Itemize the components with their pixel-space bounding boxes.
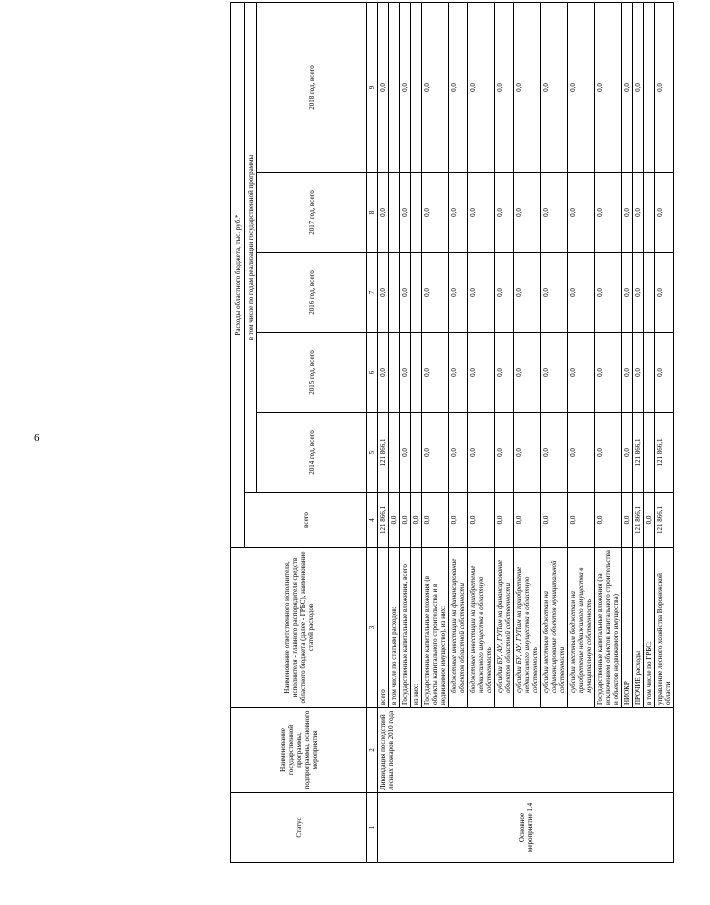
- value-cell-y2017: 0,0: [449, 173, 468, 253]
- value-cell-total: 0,0: [468, 493, 495, 548]
- row-label: Государственные капитальные вложения (в объекты капитального строительства и в недвижимое имущество), из них:: [422, 548, 449, 708]
- value-cell-y2014: 121 866,1: [655, 413, 674, 493]
- value-cell-y2018: 0,0: [633, 2, 644, 172]
- value-cell-y2017: 0,0: [541, 173, 568, 253]
- value-cell-y2018: 0,0: [595, 2, 622, 172]
- row-label: Государственные капитальные вложения (за исключением объектов капитального строительства и объектов недвижимого имущества): [595, 548, 622, 708]
- value-cell-y2015: 0,0: [449, 333, 468, 413]
- value-cell-y2015: 0,0: [595, 333, 622, 413]
- value-cell-y2017: 0,0: [514, 173, 541, 253]
- value-cell-y2015: [411, 333, 422, 413]
- value-cell-y2015: [644, 333, 655, 413]
- value-cell-y2017: 0,0: [655, 173, 674, 253]
- header-2017: 2017 год, всего: [257, 173, 367, 253]
- value-cell-y2016: 0,0: [622, 253, 633, 333]
- value-cell-y2016: 0,0: [449, 253, 468, 333]
- value-cell-total: 0,0: [541, 493, 568, 548]
- value-cell-y2017: 0,0: [468, 173, 495, 253]
- value-cell-y2015: 0,0: [655, 333, 674, 413]
- value-cell-total: 0,0: [644, 493, 655, 548]
- value-cell-y2017: 0,0: [378, 173, 389, 253]
- column-number: 5: [367, 413, 378, 493]
- row-label: субсидии БУ, АУ, ГУПам на приобретение недвижимого имущества в областную собственность: [514, 548, 541, 708]
- column-number: 9: [367, 2, 378, 172]
- header-expenses-group: Расходы областного бюджета, тыс. руб.*: [231, 2, 245, 547]
- row-label: НИОКР: [622, 548, 633, 708]
- value-cell-y2016: 0,0: [495, 253, 514, 333]
- value-cell-y2014: 0,0: [400, 413, 411, 493]
- header-2014: 2014 год, всего: [257, 413, 367, 493]
- value-cell-total: 121 866,1: [378, 493, 389, 548]
- value-cell-y2017: [411, 173, 422, 253]
- program-cell: Ликвидация последствий лесных пожаров 2010 года: [378, 708, 674, 793]
- row-label: в том числе по ГРБС:: [644, 548, 655, 708]
- row-label: бюджетные инвестиции на финансирование объектов областной собственности: [449, 548, 468, 708]
- row-label: всего: [378, 548, 389, 708]
- status-cell: Основное мероприятие 1.4: [378, 793, 674, 863]
- value-cell-y2018: [389, 2, 400, 172]
- column-number: 3: [367, 548, 378, 708]
- row-label: субсидии местным бюджетам на приобретение недвижимого имущества в муниципальную собственность: [568, 548, 595, 708]
- column-number: 7: [367, 253, 378, 333]
- header-status: Статус: [231, 793, 367, 863]
- value-cell-total: 0,0: [389, 493, 400, 548]
- column-number: 6: [367, 333, 378, 413]
- value-cell-y2016: 0,0: [422, 253, 449, 333]
- value-cell-y2014: [411, 413, 422, 493]
- header-program-name: Наименование государственной программы, подпрограммы, основного мероприятия: [231, 708, 367, 793]
- value-cell-y2014: 0,0: [541, 413, 568, 493]
- value-cell-total: 0,0: [622, 493, 633, 548]
- value-cell-y2018: 0,0: [422, 2, 449, 172]
- value-cell-y2018: [411, 2, 422, 172]
- value-cell-y2017: 0,0: [400, 173, 411, 253]
- value-cell-y2018: 0,0: [378, 2, 389, 172]
- value-cell-y2018: 0,0: [514, 2, 541, 172]
- value-cell-y2017: [389, 173, 400, 253]
- value-cell-y2016: 0,0: [514, 253, 541, 333]
- row-label: бюджетные инвестиции на приобретение недвижимого имущества в областную собственность: [468, 548, 495, 708]
- header-executor: Наименование ответственного исполнителя, исполнителя - главного распорядителя средств областного бюджета (далее - ГРБС), наименование статей расходов: [231, 548, 367, 708]
- value-cell-y2018: 0,0: [449, 2, 468, 172]
- header-2016: 2016 год, всего: [257, 253, 367, 333]
- row-label: в том числе по статьям расходов:: [389, 548, 400, 708]
- value-cell-y2015: 0,0: [422, 333, 449, 413]
- row-label: управление лесного хозяйства Воронежской области: [655, 548, 674, 708]
- value-cell-y2018: 0,0: [400, 2, 411, 172]
- value-cell-y2014: [389, 413, 400, 493]
- value-cell-y2017: 0,0: [622, 173, 633, 253]
- header-by-years: в том числе по годам реализации государственной программы: [245, 2, 257, 492]
- value-cell-y2014: 0,0: [595, 413, 622, 493]
- value-cell-y2016: 0,0: [568, 253, 595, 333]
- value-cell-y2016: 0,0: [633, 253, 644, 333]
- table-body: [378, 2, 674, 862]
- value-cell-y2017: 0,0: [568, 173, 595, 253]
- value-cell-y2015: [389, 333, 400, 413]
- value-cell-y2015: 0,0: [633, 333, 644, 413]
- value-cell-y2016: [411, 253, 422, 333]
- value-cell-total: 0,0: [514, 493, 541, 548]
- value-cell-y2016: 0,0: [468, 253, 495, 333]
- value-cell-y2018: 0,0: [495, 2, 514, 172]
- column-number: 8: [367, 173, 378, 253]
- page-number: 6: [34, 432, 40, 444]
- header-2018: 2018 год, всего: [257, 2, 367, 172]
- value-cell-y2016: [644, 253, 655, 333]
- value-cell-total: 0,0: [449, 493, 468, 548]
- value-cell-total: 0,0: [495, 493, 514, 548]
- value-cell-y2015: 0,0: [622, 333, 633, 413]
- value-cell-y2017: [644, 173, 655, 253]
- value-cell-y2016: 0,0: [378, 253, 389, 333]
- row-label: ПРОЧИЕ расходы: [633, 548, 644, 708]
- table-row: [378, 2, 389, 862]
- value-cell-y2016: 0,0: [541, 253, 568, 333]
- value-cell-y2015: 0,0: [378, 333, 389, 413]
- value-cell-y2017: 0,0: [595, 173, 622, 253]
- value-cell-y2016: 0,0: [400, 253, 411, 333]
- value-cell-y2014: 0,0: [495, 413, 514, 493]
- column-number-row: [367, 2, 378, 862]
- value-cell-y2014: 0,0: [422, 413, 449, 493]
- value-cell-y2018: 0,0: [622, 2, 633, 172]
- value-cell-total: 0,0: [422, 493, 449, 548]
- value-cell-y2014: 0,0: [468, 413, 495, 493]
- value-cell-y2014: 121 866,1: [378, 413, 389, 493]
- value-cell-total: 0,0: [595, 493, 622, 548]
- value-cell-y2015: 0,0: [568, 333, 595, 413]
- value-cell-y2014: 0,0: [514, 413, 541, 493]
- value-cell-total: 0,0: [568, 493, 595, 548]
- value-cell-y2018: 0,0: [655, 2, 674, 172]
- value-cell-y2016: 0,0: [595, 253, 622, 333]
- value-cell-y2018: 0,0: [541, 2, 568, 172]
- column-number: 1: [367, 793, 378, 863]
- row-label: Государственные капитальные вложения, всего: [400, 548, 411, 708]
- value-cell-y2015: 0,0: [400, 333, 411, 413]
- value-cell-total: 0,0: [411, 493, 422, 548]
- row-label: из них:: [411, 548, 422, 708]
- value-cell-y2015: 0,0: [495, 333, 514, 413]
- column-number: 4: [367, 493, 378, 548]
- value-cell-total: 0,0: [400, 493, 411, 548]
- value-cell-y2015: 0,0: [541, 333, 568, 413]
- header-total: всего: [245, 493, 367, 548]
- value-cell-y2014: [644, 413, 655, 493]
- row-label: субсидии БУ, АУ, ГУПам на финансирование объектов областной собственности: [495, 548, 514, 708]
- value-cell-y2017: 0,0: [495, 173, 514, 253]
- rotated-table-container: [230, 3, 710, 863]
- header-2015: 2015 год, всего: [257, 333, 367, 413]
- column-number: 2: [367, 708, 378, 793]
- value-cell-y2017: 0,0: [633, 173, 644, 253]
- value-cell-total: 121 866,1: [633, 493, 644, 548]
- value-cell-total: 121 866,1: [655, 493, 674, 548]
- budget-table: [230, 2, 674, 863]
- value-cell-y2017: 0,0: [422, 173, 449, 253]
- value-cell-y2014: 121 866,1: [633, 413, 644, 493]
- row-label: субсидии местным бюджетам на софинансирование объектов муниципальной собственности: [541, 548, 568, 708]
- value-cell-y2016: [389, 253, 400, 333]
- value-cell-y2018: [644, 2, 655, 172]
- value-cell-y2015: 0,0: [514, 333, 541, 413]
- value-cell-y2018: 0,0: [568, 2, 595, 172]
- value-cell-y2014: 0,0: [449, 413, 468, 493]
- value-cell-y2018: 0,0: [468, 2, 495, 172]
- value-cell-y2016: 0,0: [655, 253, 674, 333]
- value-cell-y2014: 0,0: [568, 413, 595, 493]
- value-cell-y2014: 0,0: [622, 413, 633, 493]
- value-cell-y2015: 0,0: [468, 333, 495, 413]
